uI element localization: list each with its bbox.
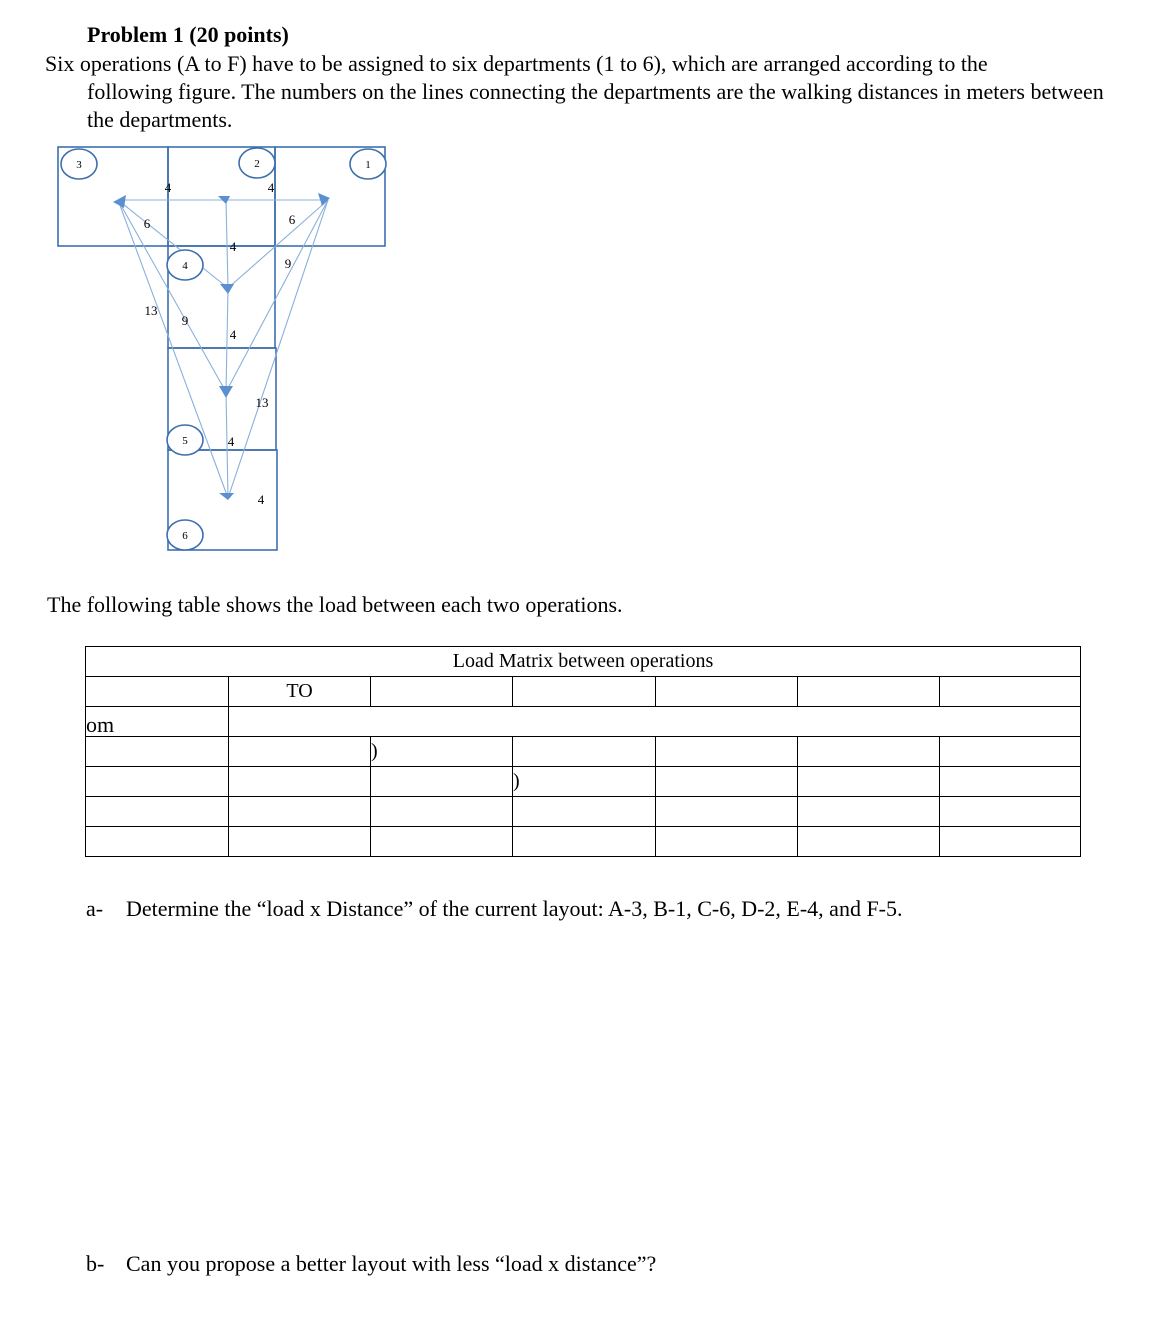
- distance-label: 6: [288, 212, 296, 227]
- distance-label: 13: [255, 395, 269, 410]
- table-cell: [86, 827, 229, 857]
- table-cell: [513, 767, 656, 797]
- table-cell: [371, 737, 513, 767]
- path-4-5: [226, 288, 228, 392]
- table-cell: [940, 827, 1081, 857]
- table-cell: [656, 797, 798, 827]
- department-number-5: 5: [182, 435, 188, 447]
- intro-line-1: Six operations (A to F) have to be assigned to six departments (1 to 6), which are arranged according to the: [45, 51, 988, 76]
- distance-label: 4: [164, 180, 172, 195]
- distance-label: 4: [229, 239, 237, 254]
- distance-label: 9: [181, 313, 189, 328]
- layout-figure: [50, 140, 395, 560]
- table-cell: [371, 767, 513, 797]
- table-cell: [798, 767, 940, 797]
- table-cell: [86, 767, 229, 797]
- department-number-4: 4: [182, 260, 188, 272]
- table-cell: [513, 797, 656, 827]
- question-a-letter: a-: [86, 896, 104, 921]
- table-cell: [86, 797, 229, 827]
- table-cell: [513, 677, 656, 707]
- table-cell: [86, 737, 229, 767]
- table-cell: [513, 737, 656, 767]
- load-matrix-table: [85, 646, 1081, 857]
- distance-label: 4: [229, 327, 237, 342]
- distance-label: 13: [144, 303, 158, 318]
- question-b-letter: b-: [86, 1251, 105, 1276]
- path-1-5: [226, 200, 328, 392]
- table-cell: [371, 827, 513, 857]
- table-cell: [798, 827, 940, 857]
- arrowhead-6: [219, 493, 234, 500]
- arrowhead-5: [219, 386, 233, 398]
- table-cell: [229, 737, 371, 767]
- distance-label: 6: [143, 216, 151, 231]
- to-label: TO: [229, 677, 371, 707]
- table-cell: [513, 827, 656, 857]
- department-number-3: 3: [76, 159, 82, 171]
- table-cell: [229, 797, 371, 827]
- path-2-4: [226, 200, 228, 288]
- table-cell: [656, 677, 798, 707]
- department-number-2: 2: [254, 158, 260, 170]
- distance-label: 4: [257, 492, 265, 507]
- table-cell: [940, 767, 1081, 797]
- table-cell: [798, 737, 940, 767]
- table-caption: The following table shows the load between each two operations.: [47, 592, 623, 617]
- table-cell: [940, 677, 1081, 707]
- table-cell: [656, 737, 798, 767]
- table-header: Load Matrix between operations: [86, 647, 1081, 677]
- department-number-1: 1: [365, 159, 371, 171]
- table-cell: [371, 797, 513, 827]
- question-b: [86, 1251, 656, 1277]
- cell-mark: ): [371, 740, 378, 762]
- table-cell: [798, 677, 940, 707]
- question-b-text: Can you propose a better layout with less “load x distance”?: [126, 1251, 657, 1276]
- distance-label: 9: [284, 256, 292, 271]
- table-cell: [229, 707, 1081, 737]
- arrowhead-3: [113, 195, 126, 208]
- table-cell: [86, 677, 229, 707]
- table-cell: [229, 827, 371, 857]
- question-a-text: Determine the “load x Distance” of the current layout: A-3, B-1, C-6, D-2, E-4, and F-5.: [126, 896, 903, 921]
- problem-title: Problem 1 (20 points): [87, 22, 289, 47]
- table-cell: [940, 797, 1081, 827]
- table-cell: [371, 677, 513, 707]
- from-label: om: [86, 712, 115, 737]
- department-number-6: 6: [182, 530, 188, 542]
- distance-label: 4: [227, 434, 235, 449]
- table-cell: [798, 797, 940, 827]
- intro-rest: following figure. The numbers on the lines connecting the departments are the walking distances in meters between the departments.: [87, 79, 1104, 132]
- table-cell: [656, 767, 798, 797]
- table-cell: [656, 827, 798, 857]
- path-3-5: [118, 200, 226, 392]
- distance-label: 4: [267, 180, 275, 195]
- table-cell: [229, 767, 371, 797]
- table-cell: [940, 737, 1081, 767]
- cell-mark: ): [513, 770, 520, 792]
- question-a: [86, 896, 903, 922]
- problem-intro: [45, 50, 1135, 134]
- arrowhead-4: [220, 284, 234, 294]
